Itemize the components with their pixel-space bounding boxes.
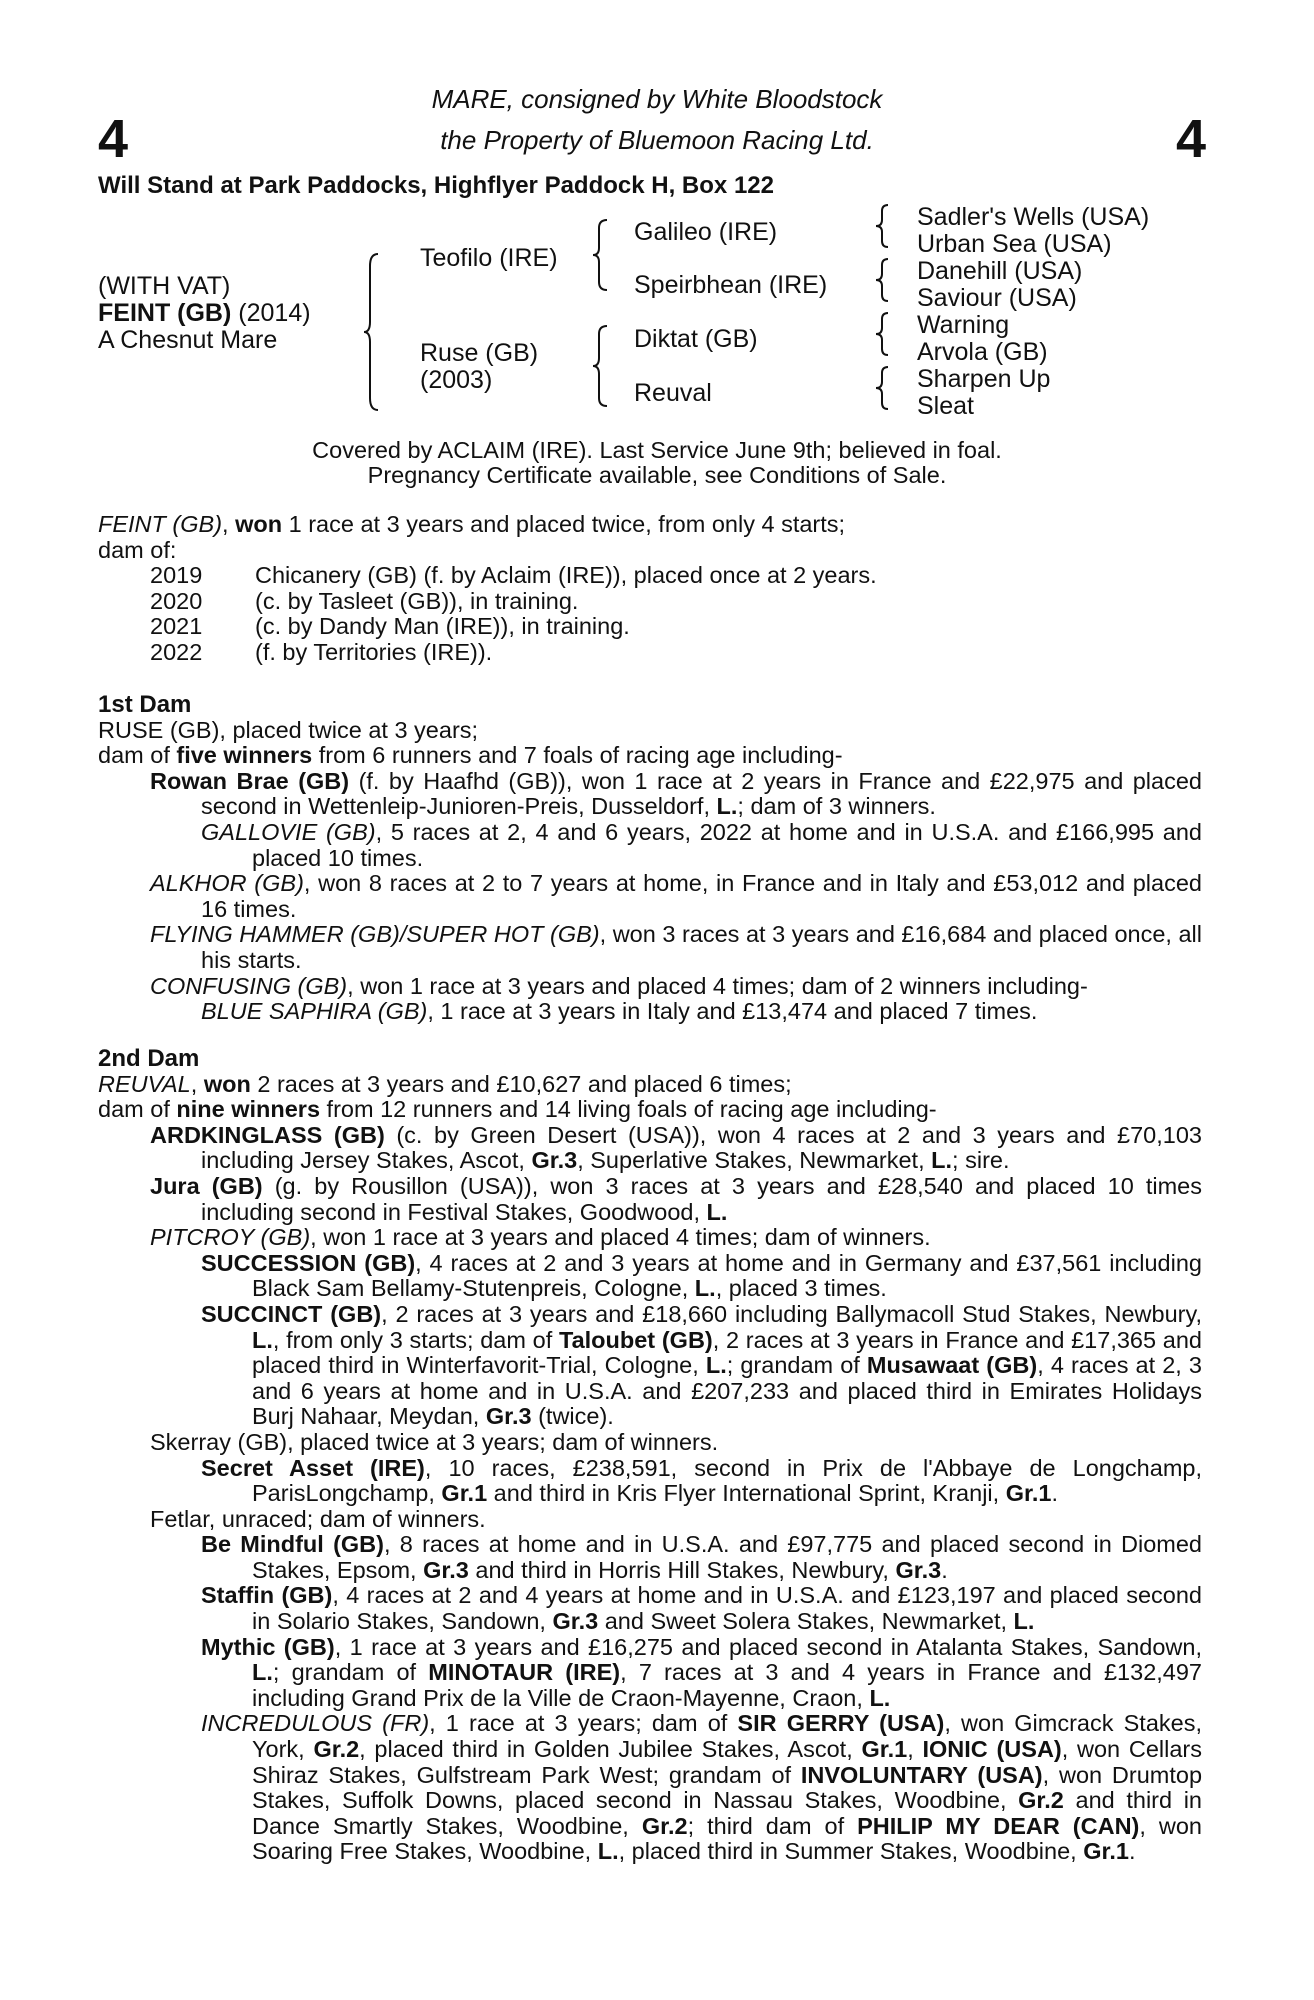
ped-sdd: Saviour (USA) xyxy=(917,284,1077,312)
covered-note: Covered by ACLAIM (IRE). Last Service June 9th; believed in foal. xyxy=(312,437,1002,463)
pregnancy-note: Pregnancy Certificate available, see Conditions of Sale. xyxy=(367,462,947,488)
entry-secret-asset: Secret Asset (IRE), 10 races, £238,591, second in Prix de l'Abbaye de Longchamp, ParisLongchamp, Gr.1 and third in Kris Flyer International Sprint, Kranji, Gr.1. xyxy=(201,1454,1202,1507)
produce-record xyxy=(98,512,1202,666)
pedigree-bracket-sire xyxy=(593,218,613,292)
sire-dam: Speirbhean (IRE) xyxy=(634,271,828,299)
entry-pitcroy: PITCROY (GB), won 1 race at 3 years and placed 4 times; dam of winners. xyxy=(150,1224,931,1251)
ped-ssd: Urban Sea (USA) xyxy=(917,230,1112,258)
pedigree-bracket-main xyxy=(364,252,384,412)
produce-row: 2019 Chicanery (GB) (f. by Aclaim (IRE)), placed once at 2 years. xyxy=(150,562,877,589)
entry-confusing: CONFUSING (GB), won 1 race at 3 years and placed 4 times; dam of 2 winners including- xyxy=(150,972,1088,999)
ped-dss: Warning xyxy=(917,311,1010,339)
ped-sss: Sadler's Wells (USA) xyxy=(917,203,1150,231)
produce-row: 2021 (c. by Dandy Man (IRE)), in training. xyxy=(150,613,630,640)
first-dam-heading: 1st Dam xyxy=(98,691,192,718)
pedigree-bracket-dam xyxy=(593,324,613,408)
consignor-line: MARE, consigned by White Bloodstock xyxy=(431,84,883,114)
entry-gallovie: GALLOVIE (GB), 5 races at 2, 4 and 6 years, 2022 at home and in U.S.A. and £166,995 and placed 10 times. xyxy=(201,818,1202,871)
pedigree-bracket-galileo xyxy=(876,203,894,249)
first-dam-section xyxy=(98,692,1202,1025)
produce-row: 2022 (f. by Territories (IRE)). xyxy=(150,638,493,665)
second-dam-produce-line: dam of nine winners from 12 runners and 14 living foals of racing age including- xyxy=(98,1096,937,1123)
entry-blue-saphira: BLUE SAPHIRA (GB), 1 race at 3 years in Italy and £13,474 and placed 7 times. xyxy=(201,998,1038,1025)
horse-year: (2014) xyxy=(238,299,311,327)
ped-dds: Sharpen Up xyxy=(917,365,1051,393)
intro-line: FEINT (GB), won 1 race at 3 years and placed twice, from only 4 starts; xyxy=(98,511,846,537)
ped-ddd: Sleat xyxy=(917,392,974,420)
entry-fetlar: Fetlar, unraced; dam of winners. xyxy=(150,1505,486,1532)
second-dam-section xyxy=(98,1046,1202,1865)
ped-sds: Danehill (USA) xyxy=(917,257,1083,285)
second-dam-line: REUVAL, won 2 races at 3 years and £10,627 and placed 6 times; xyxy=(98,1070,792,1097)
dam-year: (2003) xyxy=(420,366,493,394)
first-dam-produce-line: dam of five winners from 6 runners and 7 foals of racing age including- xyxy=(98,742,843,769)
entry-succinct: SUCCINCT (GB), 2 races at 3 years and £18,660 including Ballymacoll Stud Stakes, Newbury, L., from only 3 starts; dam of Taloubet (GB), 2 races at 3 years in France and £17,365 and placed third in Winterfavorit-Trial, Cologne, L.; grandam of Musawaat (GB), 4 races at 2, 3 and 6 years at home and in U.S.A. and £207,233 and placed third in Emirates Holidays Burj Nahaar, Meydan, Gr.3 (twice). xyxy=(201,1300,1203,1430)
entry-be-mindful: Be Mindful (GB), 8 races at home and in U.S.A. and £97,775 and placed second in Diomed Stakes, Epsom, Gr.3 and third in Horris Hill Stakes, Newbury, Gr.3. xyxy=(201,1531,1202,1583)
pedigree-bracket-reuval xyxy=(876,365,894,411)
pedigree-bracket-speirbhean xyxy=(876,257,894,303)
lot-number-left: 4 xyxy=(98,109,129,169)
horse-name: FEINT (GB) xyxy=(98,299,232,327)
dam-name: Ruse (GB) xyxy=(420,339,539,367)
ped-dsd: Arvola (GB) xyxy=(917,338,1048,366)
vat-note: (WITH VAT) xyxy=(98,272,231,300)
stand-location: Will Stand at Park Paddocks, Highflyer Paddock H, Box 122 xyxy=(98,172,774,199)
sire-name: Teofilo (IRE) xyxy=(420,244,558,272)
produce-row: 2020 (c. by Tasleet (GB)), in training. xyxy=(150,587,579,614)
property-line: the Property of Bluemoon Racing Ltd. xyxy=(440,125,874,155)
entry-staffin: Staffin (GB), 4 races at 2 and 4 years at home and in U.S.A. and £123,197 and placed second in Solario Stakes, Sandown, Gr.3 and Sweet Solera Stakes, Newmarket, L. xyxy=(201,1582,1202,1635)
dam-dam: Reuval xyxy=(634,379,712,407)
entry-succession: SUCCESSION (GB), 4 races at 2 and 3 years at home and in Germany and £37,561 including Black Sam Bellamy-Stutenpreis, Cologne, L., placed 3 times. xyxy=(201,1249,1202,1302)
entry-jura: Jura (GB) (g. by Rousillon (USA)), won 3 races at 3 years and £28,540 and placed 10 times including second in Festival Stakes, Goodwood, L. xyxy=(150,1172,1202,1225)
horse-description: A Chesnut Mare xyxy=(98,326,278,354)
entry-rowan-brae: Rowan Brae (GB) (f. by Haafhd (GB)), won 1 race at 2 years in France and £22,975 and placed second in Wettenleip-Junioren-Preis, Dusseldorf, L.; dam of 3 winners. xyxy=(150,767,1202,820)
dam-of-label: dam of: xyxy=(98,536,177,563)
entry-mythic: Mythic (GB), 1 race at 3 years and £16,275 and placed second in Atalanta Stakes, Sandown, L.; grandam of MINOTAUR (IRE), 7 races at 3 and 4 years in France and £132,497 including Grand Prix de la Ville de Craon-Mayenne, Craon, L. xyxy=(201,1633,1203,1711)
second-dam-heading: 2nd Dam xyxy=(98,1045,200,1072)
horse-title xyxy=(98,299,311,328)
entry-incredulous: INCREDULOUS (FR), 1 race at 3 years; dam of SIR GERRY (USA), won Gimcrack Stakes, York, Gr.2, placed third in Golden Jubilee Stakes, Ascot, Gr.1, IONIC (USA), won Cellars Shiraz Stakes, Gulfstream Park West; grandam of INVOLUNTARY (USA), won Drumtop Stakes, Suffolk Downs, placed second in Nassau Stakes, Woodbine, Gr.2 and third in Dance Smartly Stakes, Woodbine, Gr.2; third dam of PHILIP MY DEAR (CAN), won Soaring Free Stakes, Woodbine, L., placed third in Summer Stakes, Woodbine, Gr.1. xyxy=(201,1710,1203,1865)
entry-ardkinglass: ARDKINGLASS (GB) (c. by Green Desert (USA)), won 4 races at 2 and 3 years and £70,103 including Jersey Stakes, Ascot, Gr.3, Superlative Stakes, Newmarket, L.; sire. xyxy=(150,1121,1202,1174)
entry-flying-hammer: FLYING HAMMER (GB)/SUPER HOT (GB), won 3 races at 3 years and £16,684 and placed once, all his starts. xyxy=(150,921,1202,973)
pedigree-bracket-diktat xyxy=(876,311,894,357)
dam-sire: Diktat (GB) xyxy=(634,325,758,353)
sire-sire: Galileo (IRE) xyxy=(634,218,778,246)
first-dam-line: RUSE (GB), placed twice at 3 years; xyxy=(98,716,479,743)
entry-alkhor: ALKHOR (GB), won 8 races at 2 to 7 years at home, in France and in Italy and £53,012 and placed 16 times. xyxy=(150,870,1202,922)
entry-skerray: Skerray (GB), placed twice at 3 years; dam of winners. xyxy=(150,1428,719,1455)
lot-number-right: 4 xyxy=(1175,109,1206,169)
